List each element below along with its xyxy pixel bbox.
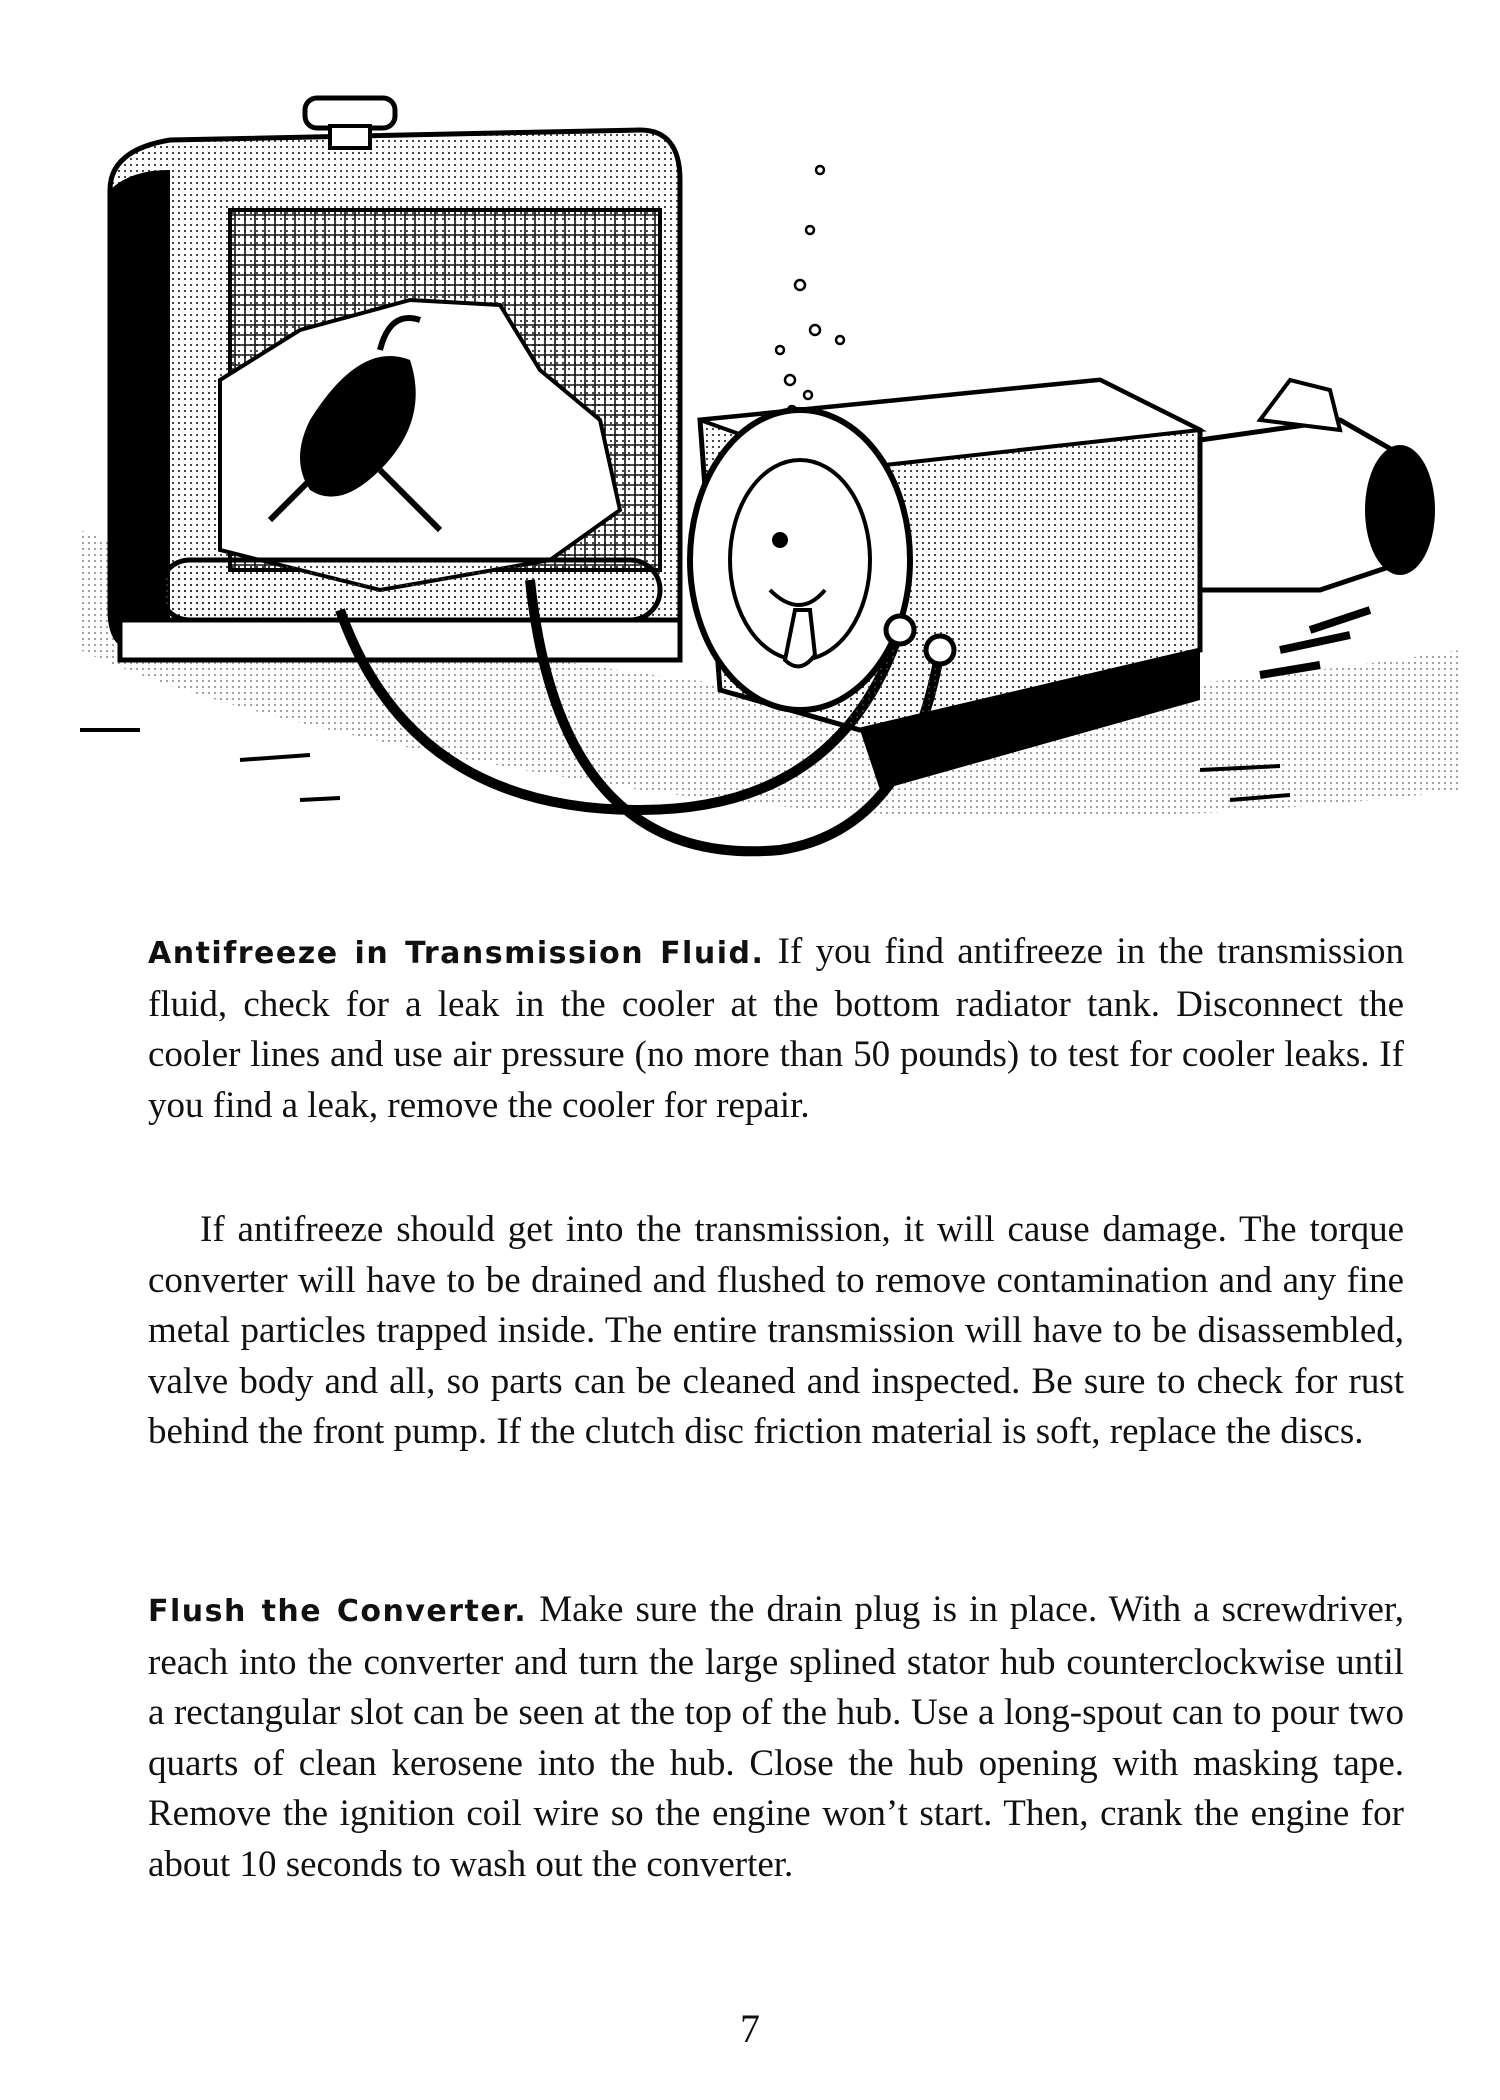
- section-heading: Flush the Converter.: [148, 1594, 528, 1629]
- text-block: [148, 1585, 1404, 1890]
- section-body: If antifreeze should get into the transmission, it will cause damage. The torque converter will have to be drained and flushed to remove contamination and any fine metal particles trapped inside. The entire transmission will have to be disassembled, valve body and all, so parts can be cleaned and inspected. Be sure to check for rust behind the front pump. If the clutch disc friction material is soft, replace the discs.: [148, 1209, 1404, 1452]
- section-antifreeze-damage: [148, 1205, 1404, 1458]
- text-block: [148, 1205, 1404, 1458]
- section-body: Make sure the drain plug is in place. With a screwdriver, reach into the converter and turn the large splined stator hub counterclockwise until a rectangular slot can be seen at the top of the hub. Use a long-spout can to pour two quarts of clean kerosene into the hub. Close the hub opening with masking tape. Remove the ignition coil wire so the engine won’t start. Then, crank the engine for about 10 seconds to wash out the converter.: [148, 1589, 1404, 1885]
- text-block: [148, 927, 1404, 1131]
- section-body: If you find antifreeze in the transmission fluid, check for a leak in the cooler at the bottom radiator tank. Disconnect the cooler lines and use air pressure (no more than 50 pounds) to test for cooler leaks. If you find a leak, remove the cooler for repair.: [148, 931, 1404, 1126]
- section-heading: Antifreeze in Transmission Fluid.: [148, 936, 765, 971]
- radiator-and-transmission-cartoon-icon: [80, 90, 1480, 890]
- section-flush-converter: [148, 1585, 1404, 1890]
- page-number: 7: [740, 2006, 760, 2051]
- section-antifreeze: [148, 927, 1404, 1131]
